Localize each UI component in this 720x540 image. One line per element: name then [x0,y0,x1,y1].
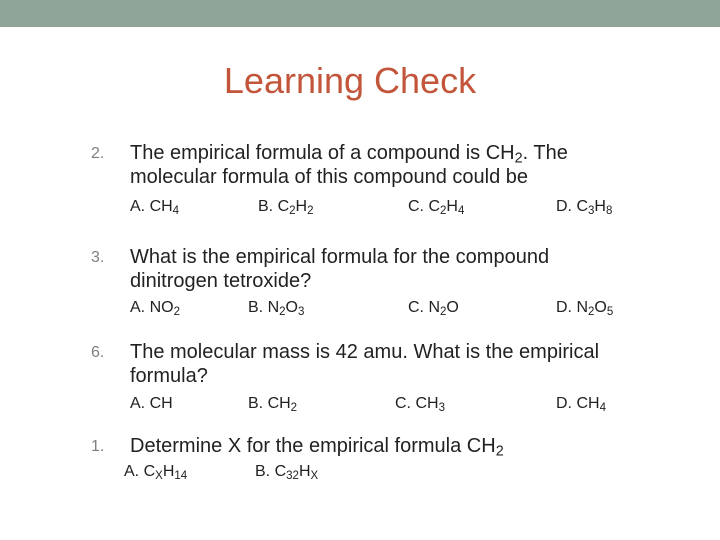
question-number: 1. [91,438,105,455]
question-number: 3. [91,249,105,266]
question-text: formula? [130,365,208,387]
answer-option: D. $N_2O_5$ [556,299,614,318]
answer-option: A. $C_XH_{14}$ [124,463,188,482]
answer-option: D. $C_3H_8$ [556,198,613,217]
question-number: 2. [91,145,105,162]
answer-option: A. $CH_4$ [130,198,180,217]
question-number: 6. [91,344,105,361]
answer-option: B. $N_2O_3$ [248,299,305,318]
answer-option: B. $C_{32}H_X$ [255,463,319,482]
answer-option: A. $NO_2$ [130,299,180,318]
question-text: molecular formula of this compound could be [130,166,528,188]
answer-option: B. $CH_2$ [248,395,298,414]
answer-option: B. $C_2H_2$ [258,198,314,217]
slide-title: Learning Check [223,60,477,101]
question-text: Determine X for the empirical formula $CH_2$ [130,435,504,460]
question-text: The molecular mass is 42 amu. What is the empirical [130,341,600,363]
answer-option: A. CH [130,395,173,412]
question-text: The empirical formula of a compound is $CH_2$. The [130,142,568,167]
answer-option: C. $CH_3$ [395,395,445,414]
answer-option: C. $C_2H_4$ [408,198,465,217]
answer-option: C. $N_2O$ [408,299,459,318]
answer-option: D. $CH_4$ [556,395,606,414]
question-text: What is the empirical formula for the compound [130,246,550,268]
question-text: dinitrogen tetroxide? [130,270,312,292]
top-bar [0,0,720,27]
